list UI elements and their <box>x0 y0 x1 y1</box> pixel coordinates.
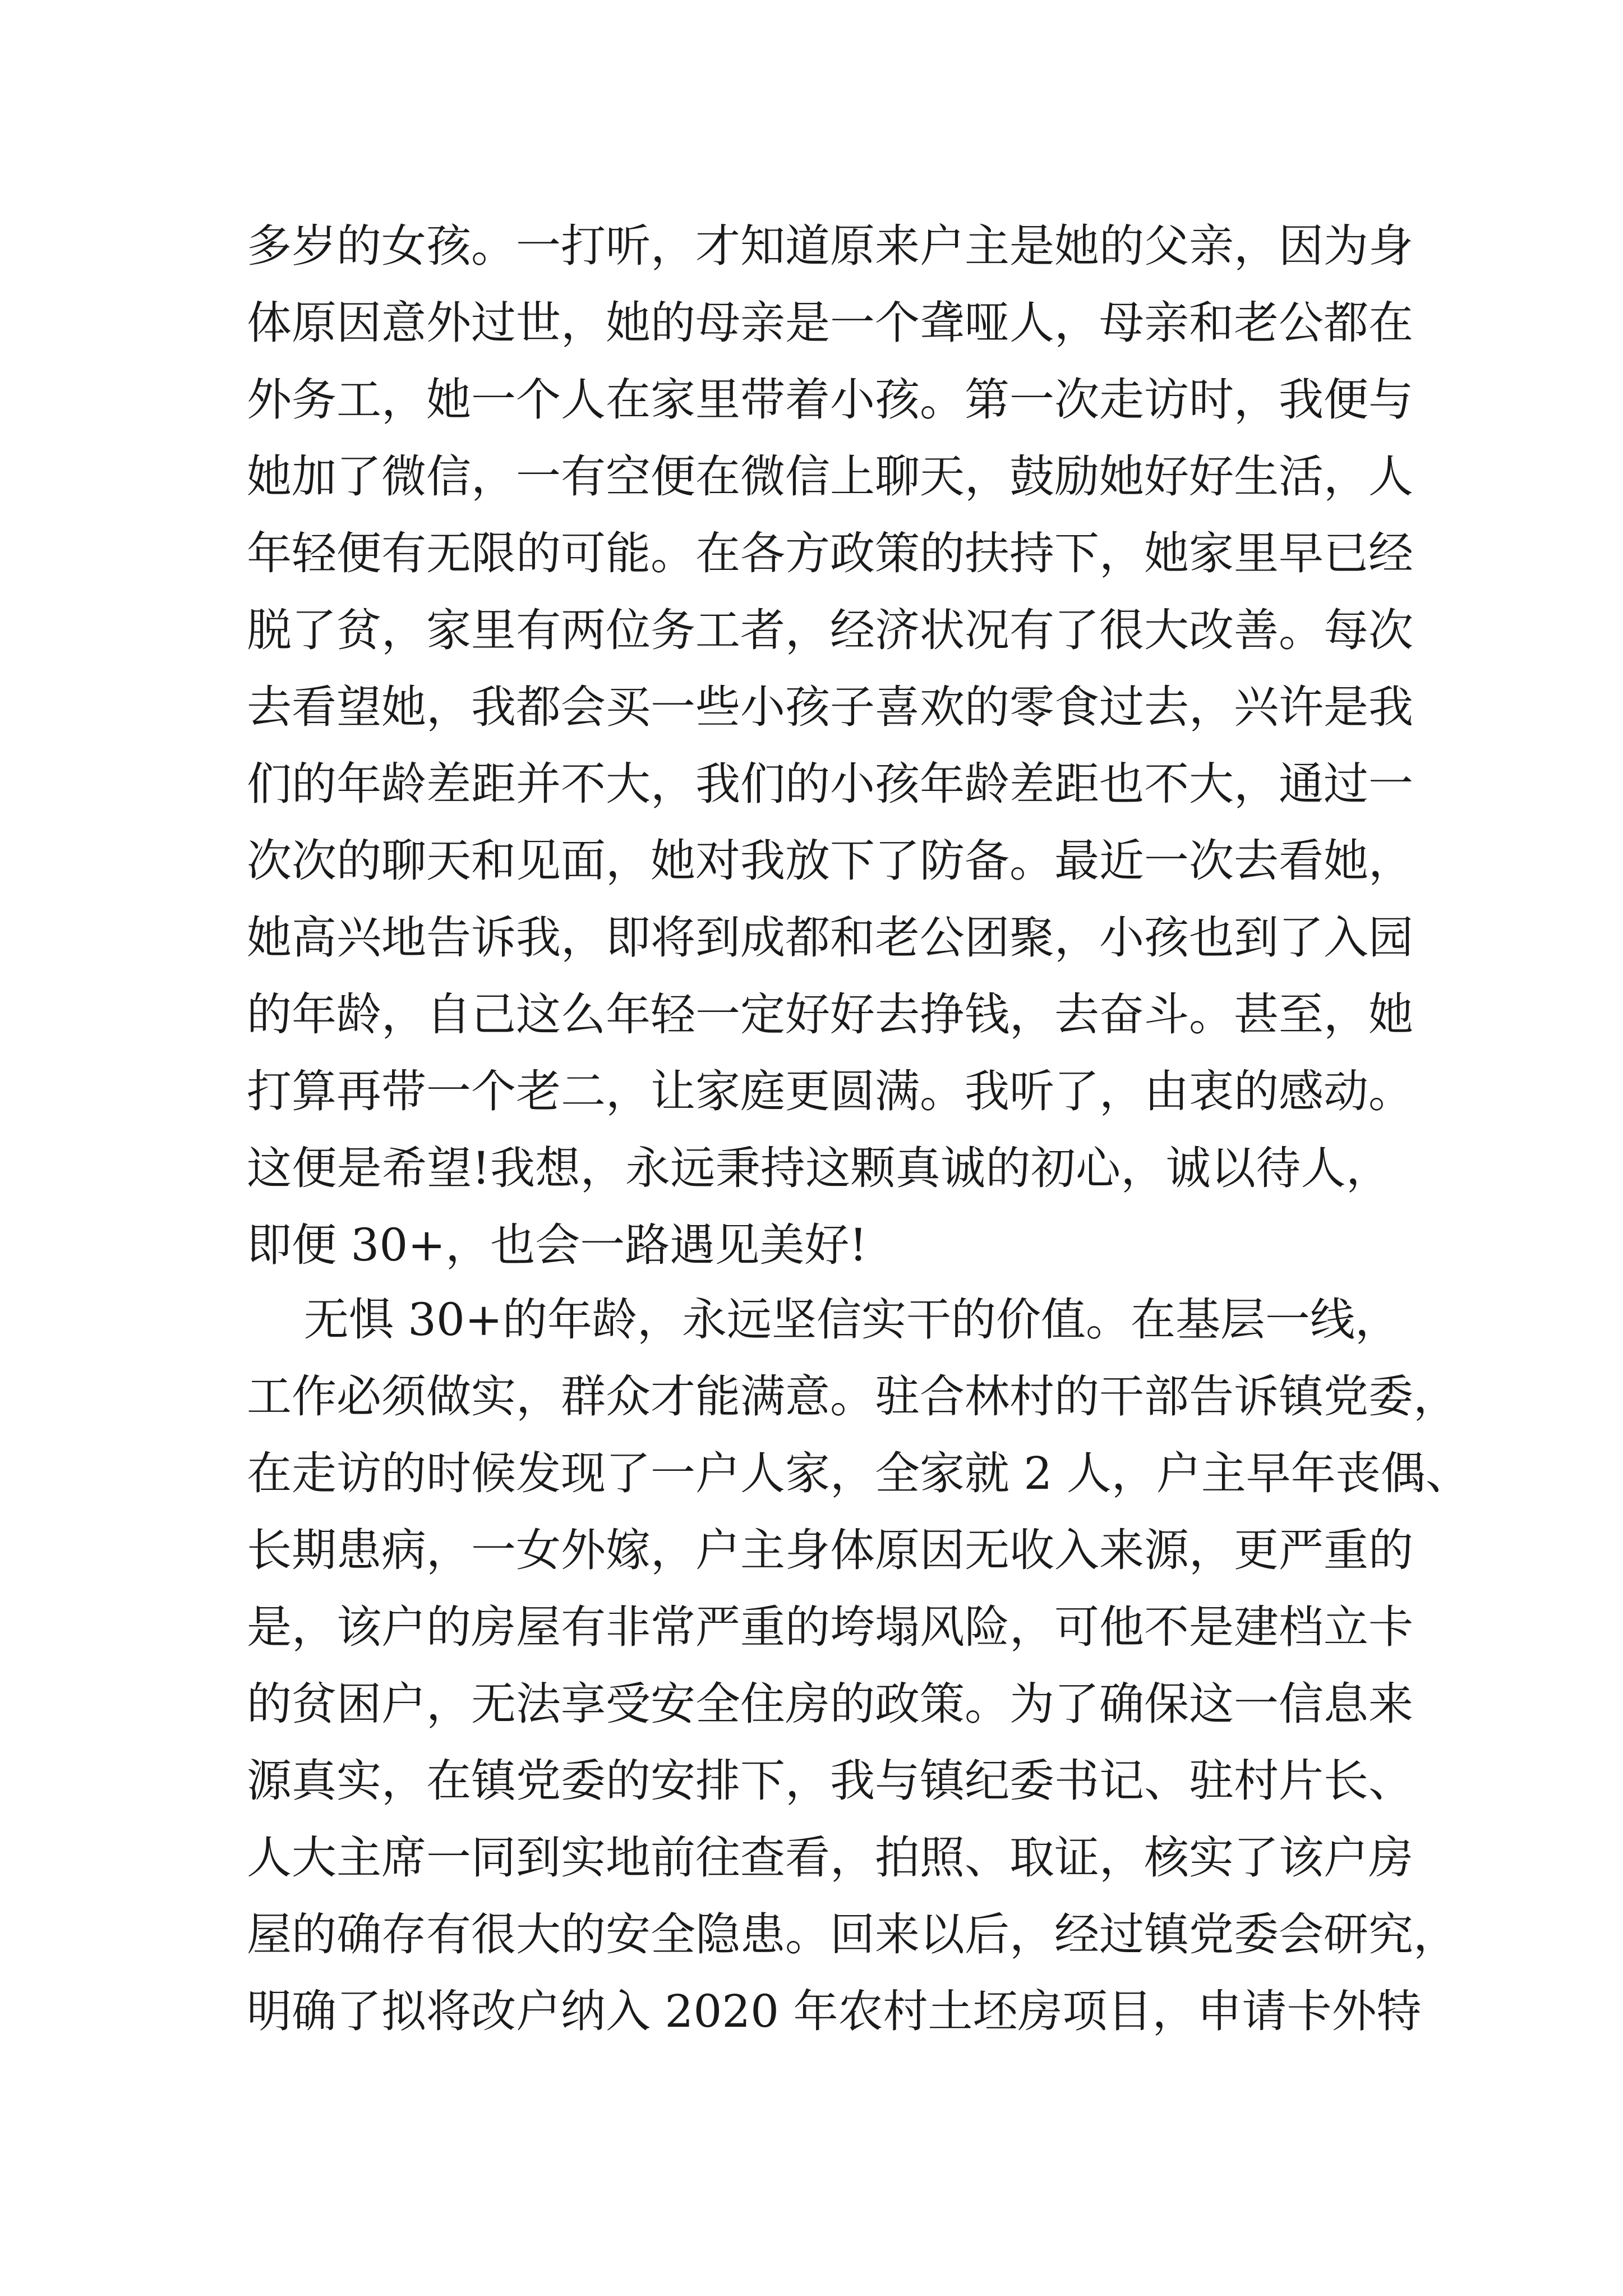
text-line: 源真实，在镇党委的安排下，我与镇纪委书记、驻村片长、 <box>247 1755 1413 1807</box>
text-line: 多岁的女孩。一打听，才知道原来户主是她的父亲，因为身 <box>247 220 1413 272</box>
text-line: 她高兴地告诉我，即将到成都和老公团聚，小孩也到了入园 <box>247 912 1413 964</box>
text-line: 体原因意外过世，她的母亲是一个聋哑人，母亲和老公都在 <box>247 297 1413 349</box>
text-line: 年轻便有无限的可能。在各方政策的扶持下，她家里早已经 <box>247 527 1413 579</box>
text-line: 无惧 30+的年龄，永远坚信实干的价值。在基层一线， <box>247 1294 1400 1346</box>
text-line: 们的年龄差距并不大，我们的小孩年龄差距也不大，通过一 <box>247 758 1413 810</box>
text-line: 的年龄，自己这么年轻一定好好去挣钱，去奋斗。甚至，她 <box>247 988 1413 1041</box>
text-line: 即便 30+，也会一路遇见美好! <box>247 1219 868 1271</box>
text-line: 去看望她，我都会买一些小孩子喜欢的零食过去，兴许是我 <box>247 681 1413 733</box>
text-line: 脱了贫，家里有两位务工者，经济状况有了很大改善。每次 <box>247 604 1413 656</box>
text-line: 这便是希望!我想，永远秉持这颗真诚的初心，诚以待人， <box>247 1142 1391 1194</box>
text-line: 次次的聊天和见面，她对我放下了防备。最近一次去看她， <box>247 835 1413 887</box>
paragraph-1 <box>247 208 1413 1283</box>
text-line: 外务工，她一个人在家里带着小孩。第一次走访时，我便与 <box>247 374 1413 426</box>
text-line: 在走访的时候发现了一户人家，全家就 2 人，户主早年丧偶、 <box>247 1447 1470 1499</box>
text-line: 人大主席一同到实地前往查看，拍照、取证，核实了该户房 <box>247 1832 1413 1884</box>
text-line: 打算再带一个老二，让家庭更圆满。我听了，由衷的感动。 <box>247 1065 1413 1117</box>
text-line: 长期患病，一女外嫁，户主身体原因无收入来源，更严重的 <box>247 1524 1413 1576</box>
text-line: 工作必须做实，群众才能满意。驻合林村的干部告诉镇党委， <box>247 1370 1458 1423</box>
text-line: 明确了拟将改户纳入 2020 年农村土坯房项目，申请卡外特 <box>247 1985 1422 2037</box>
text-line: 的贫困户，无法享受安全住房的政策。为了确保这一信息来 <box>247 1678 1413 1730</box>
text-line: 屋的确存有很大的安全隐患。回来以后，经过镇党委会研究， <box>247 1908 1458 1961</box>
paragraph-2 <box>247 1281 1470 2050</box>
text-line: 是，该户的房屋有非常严重的垮塌风险，可他不是建档立卡 <box>247 1601 1413 1653</box>
text-line: 她加了微信，一有空便在微信上聊天，鼓励她好好生活，人 <box>247 450 1413 503</box>
